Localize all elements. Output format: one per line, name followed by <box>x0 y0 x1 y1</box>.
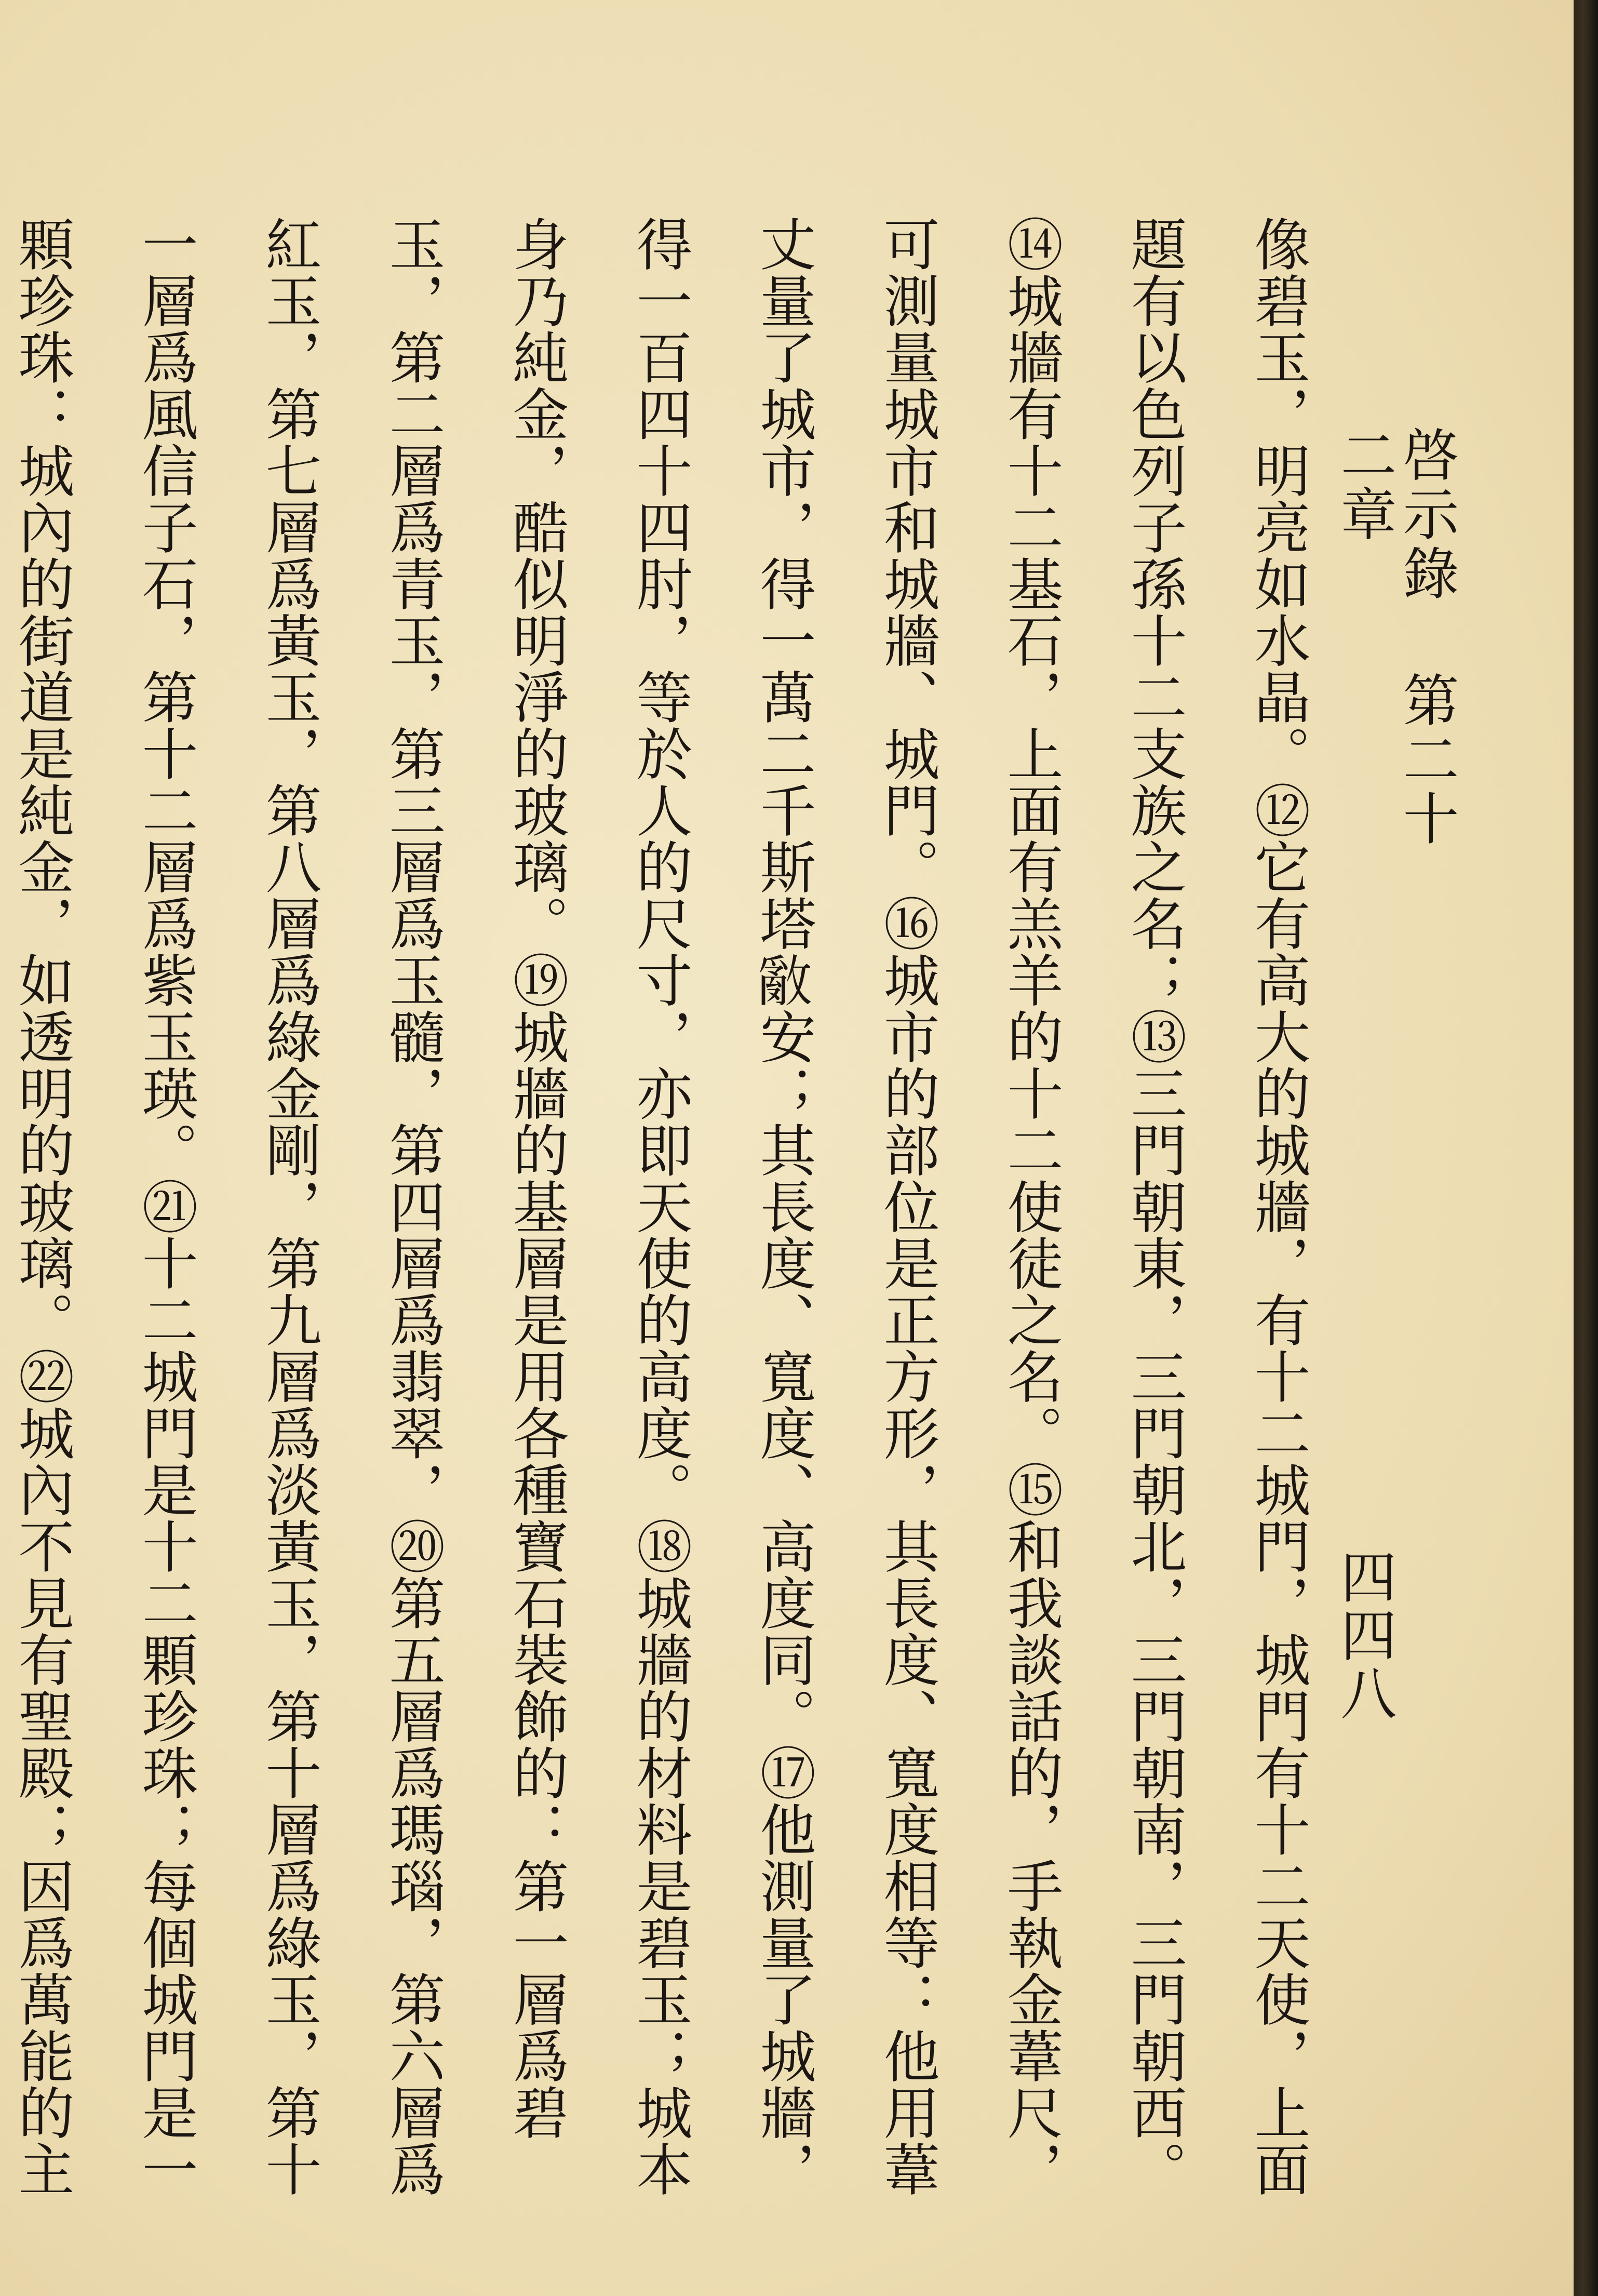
body-text-part-1: 像碧玉，明亮如水晶。⑫它有高大的城牆，有十二城門，城門有十二天使，上面題有以色列子孫十二支族之名；⑬三門朝東，三門朝北，三門朝南，三門朝西。⑭城牆有十二基石，上面有羔羊的十二使徒之名。⑮和我談話的，手執金葦尺，可測量城市和城牆、城門。⑯城市的部位是正方形，其長度、寬度相等：他用葦丈量了城市，得一萬二千斯塔𢿳安；其長度、寬度、高度同。⑰他測量了城牆，得一百四十四肘，等於人的尺寸，亦即天使的高度。⑱城牆的材料是碧玉；城本身乃純金，酷似明淨的玻璃。⑲城牆的基層是用各種寶石裝飾的：第一層爲碧玉，第二層爲青玉，第三層爲玉髓，第四層爲翡翠，⑳第五層爲瑪瑙，第六層爲紅玉，第七層爲黃玉，第八層爲綠金剛，第九層爲淡黃玉，第十層爲綠玉，第十一層爲風信子石，第十二層爲紫玉瑛。㉑十二城門是十二顆珍珠；每個城門是一顆珍珠：城內的街道是純金，如透明的玻璃。㉒城內不見有聖殿；因爲萬能的主 <box>9 216 1310 2197</box>
page-edge-shadow <box>1574 0 1598 2296</box>
book-title: 啓示錄 <box>1393 426 1458 604</box>
running-header <box>1332 426 1457 893</box>
chapter-title: 第二十二章 <box>1331 426 1458 849</box>
page-number: 四四八 <box>1331 1548 1396 1723</box>
body-text <box>9 216 1339 2210</box>
